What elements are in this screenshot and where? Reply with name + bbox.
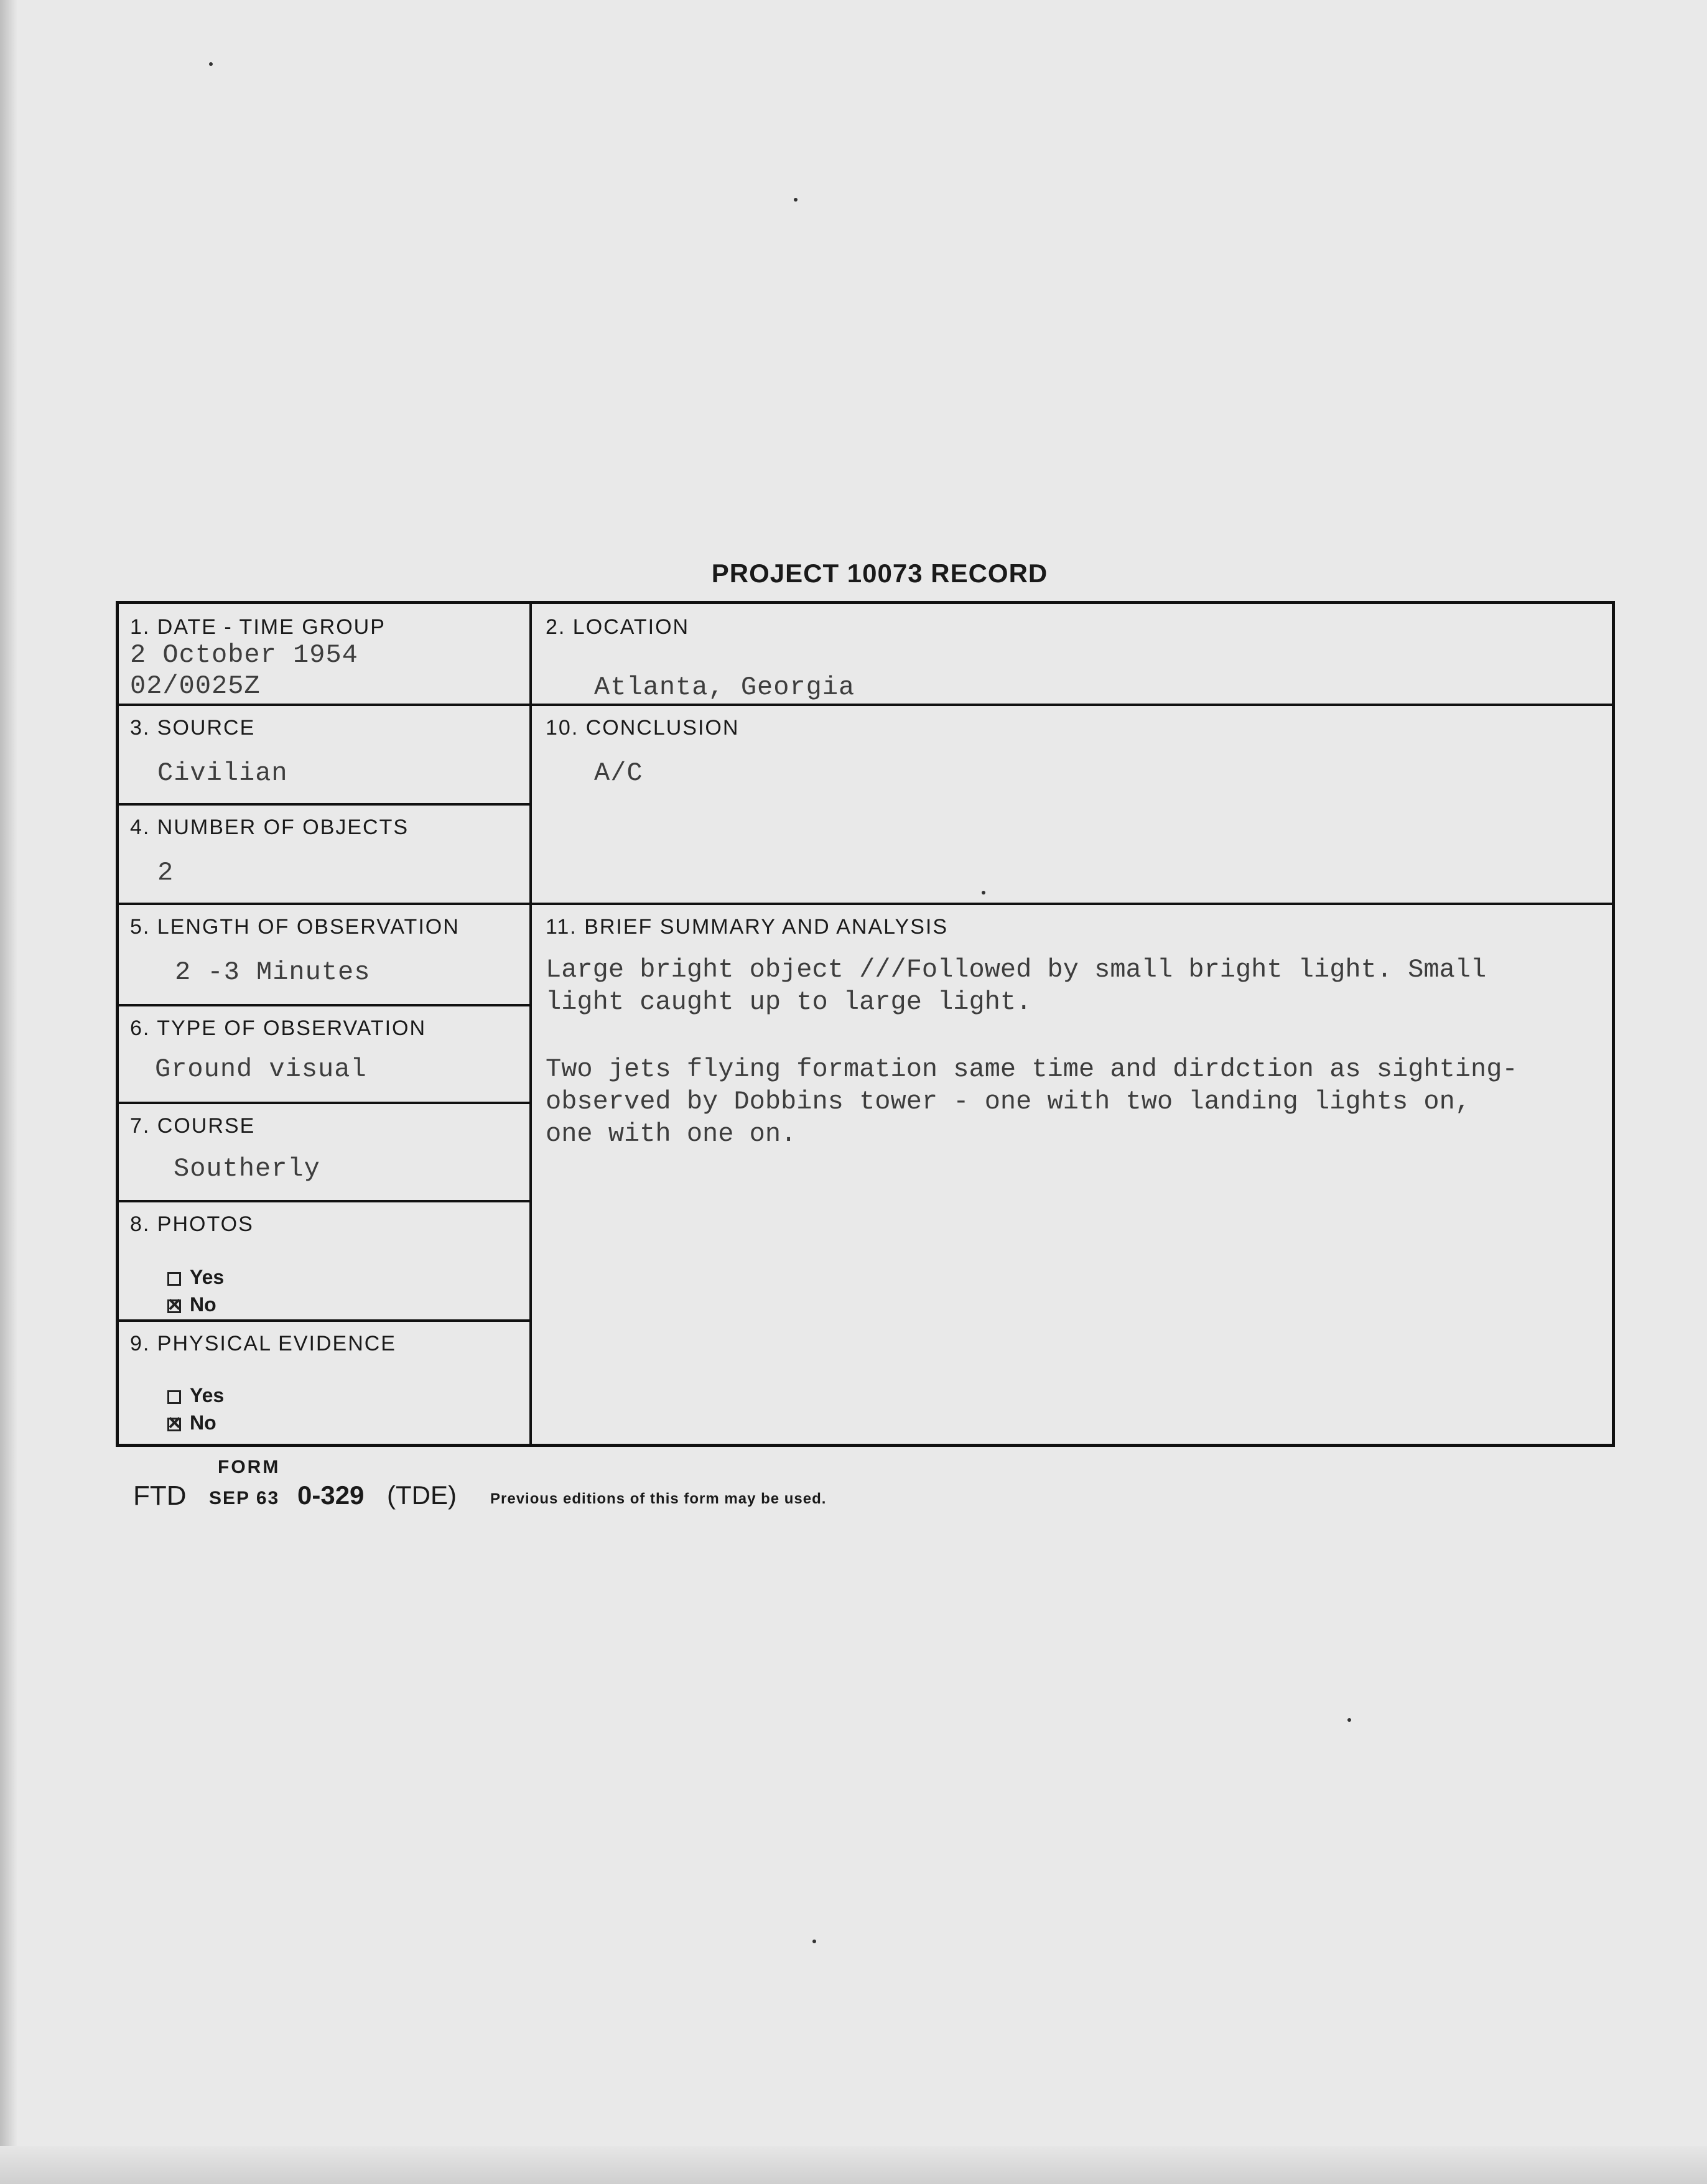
physical-evidence-yes-option[interactable]: Yes (167, 1384, 224, 1407)
footer-date: SEP 63 (209, 1488, 280, 1508)
conclusion-value: A/C (594, 758, 643, 788)
column-divider (529, 604, 532, 1444)
summary-paragraph-2: Two jets flying formation same time and dirdction as sighting- observed by Dobbins tower - one with two landing lights on, one with one on. (546, 1054, 1518, 1149)
footer-ftd: FTD (133, 1480, 187, 1511)
checkbox[interactable] (167, 1272, 181, 1286)
summary-label: 11. BRIEF SUMMARY AND ANALYSIS (546, 915, 949, 939)
checkbox-checked[interactable] (167, 1299, 181, 1313)
scan-speck (1347, 1718, 1351, 1722)
divider (532, 704, 1612, 706)
divider (119, 1102, 529, 1104)
scan-bottom-edge (0, 2146, 1707, 2184)
summary-paragraph-1: Large bright object ///Followed by small bright light. Small light caught up to large light. (546, 955, 1487, 1017)
photos-no-option[interactable]: ×No (167, 1293, 216, 1316)
divider (532, 903, 1612, 905)
time-group-value: 02/0025Z (130, 671, 261, 701)
checkbox-checked[interactable] (167, 1418, 181, 1431)
divider (119, 903, 529, 905)
course-value: Southerly (174, 1154, 320, 1184)
scan-speck (982, 891, 985, 895)
photos-yes-option[interactable]: Yes (167, 1266, 224, 1289)
scan-speck (209, 62, 213, 66)
length-of-observation-label: 5. LENGTH OF OBSERVATION (130, 915, 460, 939)
record-form (116, 601, 1615, 1447)
length-of-observation-value: 2 -3 Minutes (175, 957, 371, 987)
scan-left-edge (0, 0, 17, 2184)
source-value: Civilian (157, 758, 288, 788)
footer-form-word: FORM (218, 1457, 281, 1477)
footer-form-number: 0-329 (297, 1480, 365, 1510)
divider (119, 1319, 529, 1322)
number-of-objects-value: 2 (157, 858, 174, 888)
number-of-objects-label: 4. NUMBER OF OBJECTS (130, 816, 409, 839)
physical-evidence-no-option[interactable]: ×No (167, 1411, 216, 1434)
physical-evidence-label: 9. PHYSICAL EVIDENCE (130, 1332, 396, 1355)
footer-office: (TDE) (387, 1480, 457, 1510)
location-value: Atlanta, Georgia (594, 672, 855, 702)
date-value: 2 October 1954 (130, 640, 358, 670)
scan-speck (794, 198, 798, 202)
type-of-observation-label: 6. TYPE OF OBSERVATION (130, 1016, 427, 1040)
course-label: 7. COURSE (130, 1114, 256, 1138)
divider (119, 1004, 529, 1006)
divider (119, 1200, 529, 1202)
form-title: PROJECT 10073 RECORD (711, 559, 1048, 588)
scan-speck (812, 1940, 816, 1943)
location-label: 2. LOCATION (546, 615, 690, 639)
divider (119, 704, 529, 706)
date-time-label: 1. DATE - TIME GROUP (130, 615, 386, 639)
photos-label: 8. PHOTOS (130, 1212, 254, 1236)
source-label: 3. SOURCE (130, 716, 256, 740)
footer-note: Previous editions of this form may be used. (490, 1490, 827, 1507)
checkbox[interactable] (167, 1390, 181, 1404)
conclusion-label: 10. CONCLUSION (546, 716, 740, 740)
divider (119, 803, 529, 806)
type-of-observation-value: Ground visual (155, 1054, 367, 1084)
